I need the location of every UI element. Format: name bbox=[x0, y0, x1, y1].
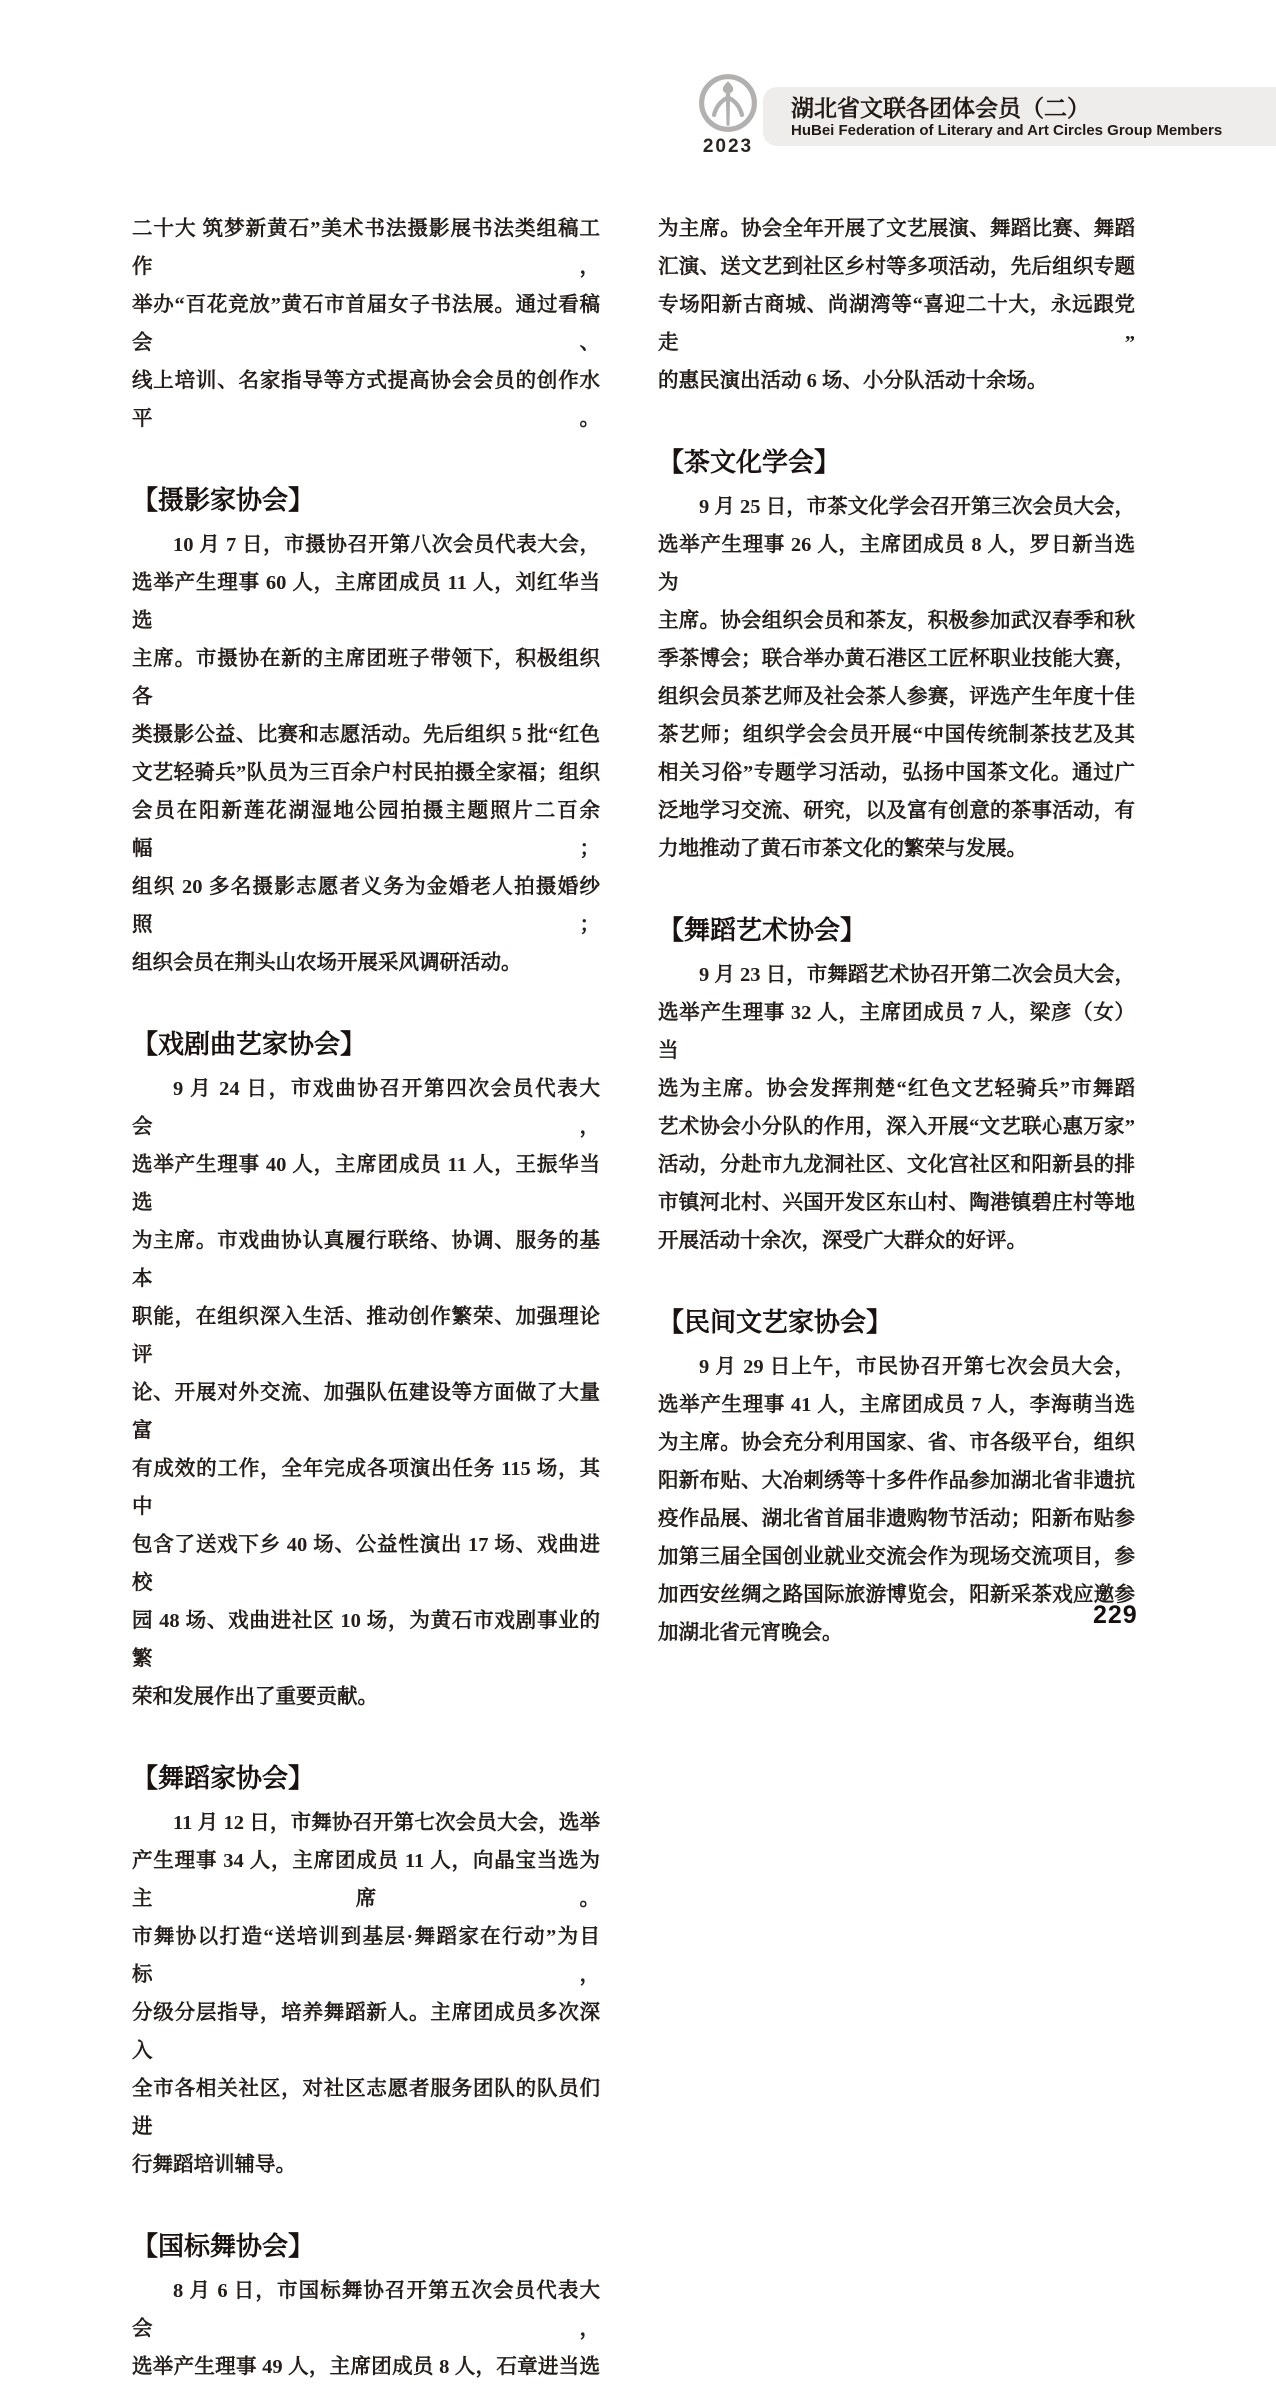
paragraph bbox=[132, 1070, 600, 1716]
text-line: 会员在阳新莲花湖湿地公园拍摄主题照片二百余幅； bbox=[132, 800, 600, 860]
section-heading: 【茶文化学会】 bbox=[658, 447, 841, 477]
text-line: 11 月 12 日，市舞协召开第七次会员大会，选举 bbox=[173, 1812, 600, 1834]
text-line: 组织会员茶艺师及社会茶人参赛，评选产生年度十佳 bbox=[658, 686, 1135, 708]
hubei-wenlian-logo bbox=[690, 72, 766, 158]
text-line: 选举产生理事 41 人，主席团成员 7 人，李海萌当选 bbox=[658, 1394, 1135, 1416]
text-line: 选为主席。协会发挥荆楚“红色文艺轻骑兵”市舞蹈 bbox=[658, 1078, 1135, 1100]
paragraph bbox=[132, 1804, 600, 2184]
text-line: 市镇河北村、兴国开发区东山村、陶港镇碧庄村等地 bbox=[658, 1192, 1135, 1214]
text-line: 主席。市摄协在新的主席团班子带领下，积极组织各 bbox=[132, 648, 600, 708]
header-title-box bbox=[763, 87, 1276, 146]
text-line: 开展活动十余次，深受广大群众的好评。 bbox=[658, 1230, 1027, 1252]
text-line: 为主席。协会充分利用国家、省、市各级平台，组织 bbox=[658, 1432, 1135, 1454]
text-line: 加西安丝绸之路国际旅游博览会，阳新采茶戏应邀参 bbox=[658, 1584, 1135, 1606]
paragraph bbox=[658, 210, 1135, 400]
text-line: 职能，在组织深入生活、推动创作繁荣、加强理论评 bbox=[132, 1306, 600, 1366]
text-line: 举办“百花竞放”黄石市首届女子书法展。通过看稿会、 bbox=[132, 294, 600, 354]
text-line: 活动，分赴市九龙洞社区、文化宫社区和阳新县的排 bbox=[658, 1154, 1135, 1176]
text-line: 茶艺师；组织学会会员开展“中国传统制茶技艺及其 bbox=[658, 724, 1135, 746]
text-line: 包含了送戏下乡 40 场、公益性演出 17 场、戏曲进校 bbox=[132, 1534, 600, 1594]
section-heading: 【舞蹈艺术协会】 bbox=[658, 915, 867, 945]
right-column bbox=[658, 210, 1135, 1652]
left-column bbox=[132, 210, 600, 2386]
page-subtitle: HuBei Federation of Literary and Art Circles Group Members bbox=[791, 122, 1223, 139]
paragraph bbox=[132, 210, 600, 438]
text-line: 选举产生理事 26 人，主席团成员 8 人，罗日新当选为 bbox=[658, 534, 1135, 594]
page-title: 湖北省文联各团体会员（二） bbox=[791, 95, 1090, 121]
text-line: 9 月 23 日，市舞蹈艺术协召开第二次会员大会， bbox=[699, 964, 1135, 986]
paragraph bbox=[658, 488, 1135, 868]
text-line: 8 月 6 日，市国标舞协召开第五次会员代表大会， bbox=[132, 2280, 600, 2340]
paragraph bbox=[132, 526, 600, 982]
text-line: 选举产生理事 49 人，主席团成员 8 人，石章进当选 bbox=[132, 2356, 600, 2378]
text-line: 行舞蹈培训辅导。 bbox=[132, 2154, 296, 2176]
text-line: 类摄影公益、比赛和志愿活动。先后组织 5 批“红色 bbox=[132, 724, 600, 746]
paragraph bbox=[658, 1348, 1135, 1652]
text-line: 力地推动了黄石市茶文化的繁荣与发展。 bbox=[658, 838, 1027, 860]
section-heading: 【舞蹈家协会】 bbox=[132, 1763, 315, 1793]
section-heading: 【戏剧曲艺家协会】 bbox=[132, 1029, 367, 1059]
text-line: 9 月 25 日，市茶文化学会召开第三次会员大会， bbox=[699, 496, 1135, 518]
text-line: 选举产生理事 40 人，主席团成员 11 人，王振华当选 bbox=[132, 1154, 600, 1214]
text-line: 加湖北省元宵晚会。 bbox=[658, 1622, 843, 1644]
text-line: 汇演、送文艺到社区乡村等多项活动，先后组织专题 bbox=[658, 256, 1135, 278]
logo-year: 2023 bbox=[702, 136, 754, 157]
text-line: 疫作品展、湖北省首届非遗购物节活动；阳新布贴参 bbox=[658, 1508, 1135, 1530]
section-heading: 【摄影家协会】 bbox=[132, 485, 315, 515]
text-line: 文艺轻骑兵”队员为三百余户村民拍摄全家福；组织 bbox=[132, 762, 600, 784]
text-line: 季茶博会；联合举办黄石港区工匠杯职业技能大赛， bbox=[658, 648, 1135, 670]
paragraph bbox=[132, 2272, 600, 2386]
text-line: 泛地学习交流、研究，以及富有创意的茶事活动，有 bbox=[658, 800, 1135, 822]
text-line: 选举产生理事 32 人，主席团成员 7 人，梁彦（女）当 bbox=[658, 1002, 1135, 1062]
text-line: 9 月 29 日上午，市民协召开第七次会员大会， bbox=[699, 1356, 1135, 1378]
text-line: 园 48 场、戏曲进社区 10 场，为黄石市戏剧事业的繁 bbox=[132, 1610, 600, 1670]
text-line: 艺术协会小分队的作用，深入开展“文艺联心惠万家” bbox=[658, 1116, 1135, 1138]
text-line: 二十大 筑梦新黄石”美术书法摄影展书法类组稿工作， bbox=[132, 218, 600, 278]
text-line: 阳新布贴、大冶刺绣等十多件作品参加湖北省非遗抗 bbox=[658, 1470, 1135, 1492]
text-line: 组织 20 多名摄影志愿者义务为金婚老人拍摄婚纱照； bbox=[132, 876, 600, 936]
text-line: 全市各相关社区，对社区志愿者服务团队的队员们进 bbox=[132, 2078, 600, 2138]
text-line: 有成效的工作，全年完成各项演出任务 115 场，其中 bbox=[132, 1458, 600, 1518]
text-line: 相关习俗”专题学习活动，弘扬中国茶文化。通过广 bbox=[658, 762, 1135, 784]
text-line: 选举产生理事 60 人，主席团成员 11 人，刘红华当选 bbox=[132, 572, 600, 632]
wenlian-emblem-icon bbox=[697, 72, 759, 134]
section-heading: 【民间文艺家协会】 bbox=[658, 1307, 893, 1337]
text-line: 荣和发展作出了重要贡献。 bbox=[132, 1686, 378, 1708]
section-heading: 【国标舞协会】 bbox=[132, 2231, 315, 2261]
text-line: 加第三届全国创业就业交流会作为现场交流项目，参 bbox=[658, 1546, 1135, 1568]
text-line: 产生理事 34 人，主席团成员 11 人，向晶宝当选为主席。 bbox=[132, 1850, 600, 1910]
text-line: 论、开展对外交流、加强队伍建设等方面做了大量富 bbox=[132, 1382, 600, 1442]
text-line: 主席。协会组织会员和茶友，积极参加武汉春季和秋 bbox=[658, 610, 1135, 632]
text-line: 为主席。市戏曲协认真履行联络、协调、服务的基本 bbox=[132, 1230, 600, 1290]
text-line: 市舞协以打造“送培训到基层·舞蹈家在行动”为目标， bbox=[132, 1926, 600, 1986]
paragraph bbox=[658, 956, 1135, 1260]
text-line: 专场阳新古商城、尚湖湾等“喜迎二十大，永远跟党走” bbox=[658, 294, 1135, 354]
text-line: 9 月 24 日，市戏曲协召开第四次会员代表大会， bbox=[132, 1078, 600, 1138]
text-line: 的惠民演出活动 6 场、小分队活动十余场。 bbox=[658, 370, 1048, 392]
text-line: 为主席。协会全年开展了文艺展演、舞蹈比赛、舞蹈 bbox=[658, 218, 1135, 240]
text-line: 线上培训、名家指导等方式提高协会会员的创作水平。 bbox=[132, 370, 600, 430]
text-line: 10 月 7 日，市摄协召开第八次会员代表大会， bbox=[173, 534, 600, 556]
text-line: 组织会员在荆头山农场开展采风调研活动。 bbox=[132, 952, 522, 974]
text-line: 分级分层指导，培养舞蹈新人。主席团成员多次深入 bbox=[132, 2002, 600, 2062]
page-number: 229 bbox=[1093, 1601, 1138, 1629]
